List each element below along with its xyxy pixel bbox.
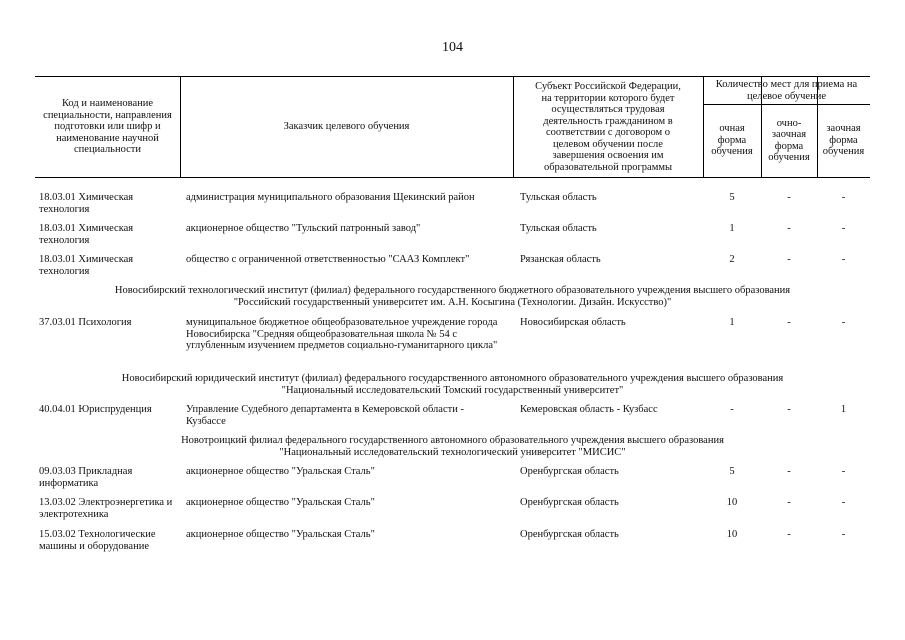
row-part-time: - — [787, 466, 791, 477]
row-customer: акционерное общество "Уральская Сталь" — [186, 466, 375, 477]
row-full-time: 1 — [729, 317, 735, 328]
header-subject: Субъект Российской Федерации, на территории которого будет осуществляться трудовая деятельность гражданином в соответствии с договором о целевом обучении после завершения освоения им образовательной программы — [535, 81, 681, 173]
row-full-time: - — [730, 404, 734, 415]
row-part-time: - — [787, 223, 791, 234]
institution-heading — [35, 285, 870, 308]
row-part-time: - — [787, 192, 791, 203]
table-header — [35, 76, 870, 178]
row-customer: акционерное общество "Уральская Сталь" — [186, 497, 375, 508]
row-subject: Оренбургская область — [520, 466, 619, 477]
row-subject: Тульская область — [520, 223, 597, 234]
header-places: Количество мест для приема на целевое обучение — [715, 79, 858, 102]
row-subject: Кемеровская область - Кузбасс — [520, 404, 658, 415]
row-distance: - — [841, 223, 846, 234]
institution-heading — [35, 373, 870, 396]
row-full-time: 10 — [726, 497, 738, 508]
row-full-time: 5 — [729, 466, 735, 477]
row-code: 18.03.01 Химическая технология — [39, 223, 134, 246]
row-customer: общество с ограниченной ответственностью "СААЗ Комплект" — [186, 254, 470, 265]
row-customer: администрация муниципального образования Щекинский район — [186, 192, 475, 203]
row-code: 37.03.01 Психология — [39, 317, 132, 328]
institution-heading-line1: Новотроицкий филиал федерального государственного автономного образовательного учреждения высшего образования — [181, 435, 724, 446]
row-code: 13.03.02 Электроэнергетика и электротехника — [39, 497, 173, 520]
row-distance: - — [841, 317, 846, 328]
row-distance: - — [841, 254, 846, 265]
target-admission-table — [35, 76, 870, 552]
row-part-time: - — [787, 317, 791, 328]
header-code: Код и наименование специальности, направления подготовки или шифр и наименование научной специальности — [43, 98, 172, 156]
institution-heading-line1: Новосибирский юридический институт (филиал) федерального государственного автономного образовательного учреждения высшего образования — [121, 373, 784, 384]
row-full-time: 10 — [726, 529, 738, 540]
row-subject: Новосибирская область — [520, 317, 626, 328]
row-full-time: 2 — [729, 254, 735, 265]
row-code: 09.03.03 Прикладная информатика — [39, 466, 133, 489]
row-code: 40.04.01 Юриспруденция — [39, 404, 152, 415]
row-part-time: - — [787, 254, 791, 265]
row-code: 18.03.01 Химическая технология — [39, 192, 134, 215]
row-distance: 1 — [840, 404, 847, 415]
row-customer: акционерное общество "Уральская Сталь" — [186, 529, 375, 540]
header-full-time: очная форма обучения — [711, 123, 753, 158]
row-subject: Рязанская область — [520, 254, 601, 265]
page-number: 104 — [442, 40, 463, 55]
row-customer: Управление Судебного департамента в Кемеровской области - Кузбассе — [186, 404, 464, 427]
row-distance: - — [841, 497, 846, 508]
row-subject: Оренбургская область — [520, 529, 619, 540]
row-full-time: 5 — [729, 192, 735, 203]
row-distance: - — [841, 529, 846, 540]
institution-heading-line1: Новосибирский технологический институт (филиал) федерального государственного бюджетного образовательного учреждения высшего образования — [114, 285, 791, 296]
header-part-time: очно-заочная форма обучения — [768, 117, 810, 163]
header-distance: заочная форма обучения — [822, 123, 865, 158]
row-full-time: 1 — [729, 223, 735, 234]
row-subject: Оренбургская область — [520, 497, 619, 508]
institution-heading — [35, 435, 870, 458]
institution-heading-line2: "Российский государственный университет им. А.Н. Косыгина (Технологии. Дизайн. Искусство)" — [233, 296, 672, 308]
header-customer: Заказчик целевого обучения — [283, 121, 410, 133]
row-code: 15.03.02 Технологические машины и оборудование — [39, 529, 156, 552]
row-code: 18.03.01 Химическая технология — [39, 254, 134, 277]
row-distance: - — [841, 192, 846, 203]
row-part-time: - — [787, 404, 791, 415]
row-subject: Тульская область — [520, 192, 597, 203]
row-part-time: - — [787, 529, 791, 540]
row-distance: - — [841, 466, 846, 477]
row-customer: акционерное общество "Тульский патронный завод" — [186, 223, 421, 234]
row-customer: муниципальное бюджетное общеобразовательное учреждение города Новосибирска "Средняя общеобразовательная школа № 54 с углубленным изучением предметов социально-гуманитарного цикла" — [186, 317, 498, 351]
row-part-time: - — [787, 497, 791, 508]
institution-heading-line2: "Национальный исследовательский технологический университет "МИСИС" — [279, 446, 626, 458]
institution-heading-line2: "Национальный исследовательский Томский государственный университет" — [281, 384, 624, 396]
